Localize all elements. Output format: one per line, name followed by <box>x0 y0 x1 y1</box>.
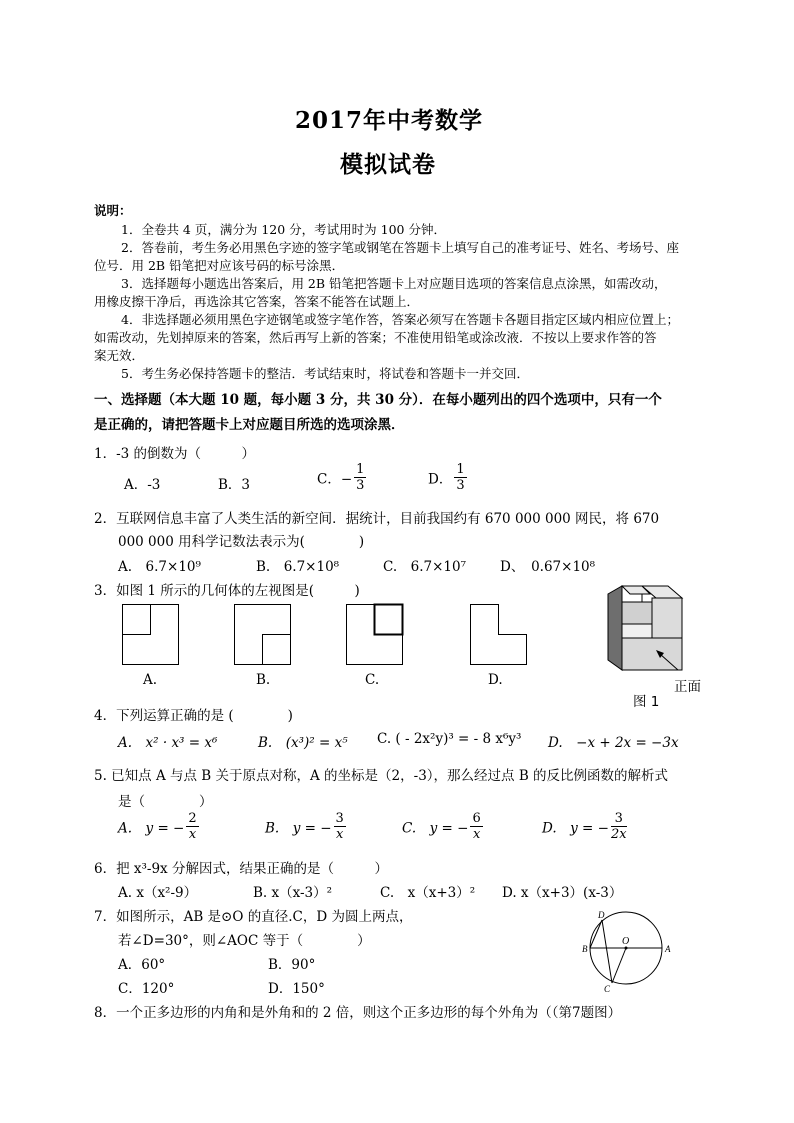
section-heading-line2: 是正确的，请把答题卡上对应题目所选的选项涂黑． <box>94 417 405 433</box>
q5-option-c: C. y = − $\frac{6}{x}$ <box>402 811 481 842</box>
question-5-stem: 5. 已知点 A 与点 B 关于原点对称，A 的坐标是（2，-3），那么经过点 B 的反比例函数的解析式 <box>94 768 669 784</box>
figure-1-caption: 图 1 <box>633 694 660 710</box>
q3-option-d: D. <box>488 672 503 688</box>
q3-view-d-figure <box>470 604 528 666</box>
page-title: 2017年中考数学 <box>295 107 484 134</box>
instruction-line: 用橡皮擦干净后，再选涂其它答案，答案不能答在试题上． <box>94 294 420 309</box>
figure-1-front-label: 正面 <box>674 679 701 695</box>
q7-label-d: D <box>598 910 605 920</box>
question-7-stem-cont: 若∠D=30°，则∠AOC 等于（ ） <box>118 933 371 949</box>
q2-option-c: C. 6.7×10⁷ <box>383 559 467 575</box>
q4-option-a: A. x² · x³ = x⁶ <box>118 735 218 751</box>
q4-option-c: C. ( - 2x²y)³ = - 8 x⁶y³ <box>377 731 522 747</box>
q6-option-a: A. x（x²-9） <box>118 885 198 901</box>
question-2-stem-cont: 000 000 用科学记数法表示为( ) <box>118 534 365 550</box>
q3-view-a-figure <box>122 604 180 666</box>
question-2-stem: 2．互联网信息丰富了人类生活的新空间．据统计，目前我国约有 670 000 000 网民，将 670 <box>94 511 660 527</box>
q7-option-b: B．90° <box>268 957 316 973</box>
q5-option-d: D. y = − $\frac{3}{2x}$ <box>542 811 627 842</box>
question-3-stem: 3．如图 1 所示的几何体的左视图是( ) <box>94 583 360 599</box>
instruction-line: 如需改动，先划掉原来的答案，然后再写上新的答案；不准使用铅笔或涂改液．不按以上要求作答的答 <box>94 330 657 345</box>
section-heading-line1: 一、选择题（本大题 10 题，每小题 3 分，共 30 分）．在每小题列出的四个选项中，只有一个 <box>94 392 662 408</box>
instruction-line: 3．选择题每小题选出答案后，用 2B 铅笔把答题卡上对应题目选项的答案信息点涂黑，如需改动， <box>121 276 667 291</box>
instruction-line: 5．考生务必保持答题卡的整洁．考试结束时，将试卷和答题卡一并交回． <box>121 366 529 381</box>
q7-option-a: A．60° <box>118 957 166 973</box>
q7-label-b: B <box>582 944 588 954</box>
q1-option-c: C．− $\frac{1}{3}$ <box>317 462 365 493</box>
q7-label-o: O <box>622 936 630 947</box>
q1-option-b: B．3 <box>218 477 251 493</box>
instruction-line: 案无效． <box>94 348 145 363</box>
instruction-line: 1．全卷共 4 页，满分为 120 分，考试用时为 100 分钟． <box>121 222 446 237</box>
q6-option-b: B. x（x-3）² <box>253 885 333 901</box>
page-subtitle: 模拟试卷 <box>340 151 436 178</box>
q6-option-c: C. x（x+3）² <box>380 885 476 901</box>
instruction-line: 4．非选择题必须用黑色字迹钢笔或签字笔作答，答案必须写在答题卡各题目指定区域内相应位置上； <box>121 312 679 327</box>
q7-circle-figure <box>582 908 676 994</box>
question-4-stem: 4．下列运算正确的是 ( ) <box>94 708 293 724</box>
q2-option-b: B. 6.7×10⁸ <box>256 559 340 575</box>
q3-option-a: A. <box>143 672 158 688</box>
q5-option-a: A. y = − $\frac{2}{x}$ <box>118 811 197 842</box>
q7-option-c: C．120° <box>118 981 175 997</box>
question-6-stem: 6．把 x³-9x 分解因式，结果正确的是（ ） <box>94 861 388 877</box>
q3-view-c-figure <box>346 604 404 666</box>
q7-label-a: A <box>665 944 671 954</box>
question-8-stem: 8．一个正多边形的内角和是外角和的 2 倍，则这个正多边形的每个外角为（（第7题图） <box>94 1005 622 1021</box>
q3-option-b: B. <box>256 672 271 688</box>
question-5-stem-cont: 是（ ） <box>118 794 213 810</box>
q2-option-a: A. 6.7×10⁹ <box>118 559 201 575</box>
q4-option-b: B. (x³)² = x⁵ <box>258 735 348 751</box>
q6-option-d: D. x（x+3）(x-3） <box>502 885 623 901</box>
figure-1-solid <box>604 584 690 674</box>
question-7-stem: 7．如图所示，AB 是⊙O 的直径.C，D 为圆上两点， <box>94 909 413 925</box>
q4-option-d: D. −x + 2x = −3x <box>548 735 679 751</box>
q7-label-c: C <box>604 984 611 994</box>
q3-view-b-figure <box>234 604 292 666</box>
instructions-heading: 说明： <box>94 203 132 218</box>
instruction-line: 2．答卷前，考生务必用黑色字迹的签字笔或钢笔在答题卡上填写自己的准考证号、姓名、考场号、座 <box>121 240 679 255</box>
question-1-stem: 1．-3 的倒数为（ ） <box>94 446 256 462</box>
q7-option-d: D．150° <box>268 981 325 997</box>
q1-option-a: A．-3 <box>124 477 161 493</box>
q5-option-b: B. y = − $\frac{3}{x}$ <box>265 811 344 842</box>
q3-option-c: C. <box>365 672 380 688</box>
instruction-line: 位号．用 2B 铅笔把对应该号码的标号涂黑． <box>94 258 345 273</box>
q1-option-d: D． $\frac{1}{3}$ <box>428 462 465 493</box>
q2-option-d: D、 0.67×10⁸ <box>500 559 596 575</box>
